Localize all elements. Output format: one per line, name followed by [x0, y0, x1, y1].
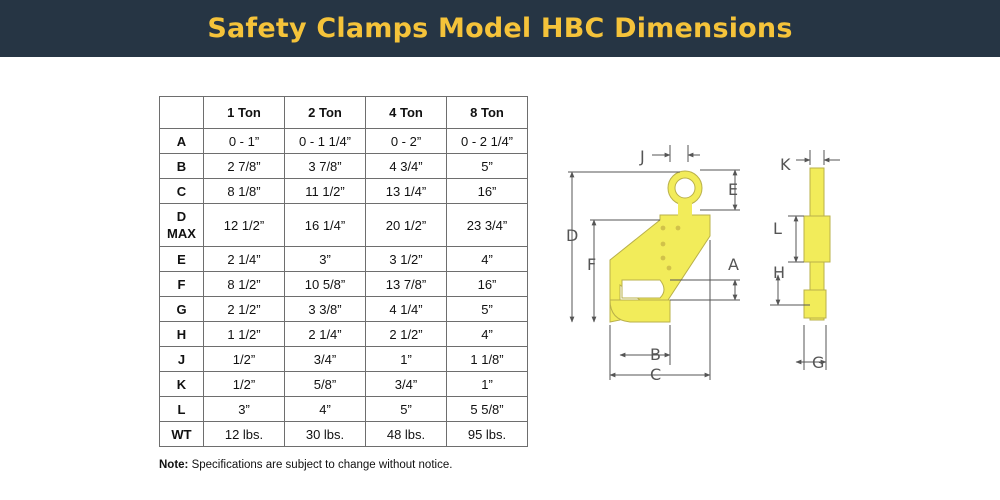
table-row: [160, 322, 528, 347]
row-label: L: [160, 397, 204, 422]
table-cell: 1/2”: [204, 347, 285, 372]
table-cell: 5”: [447, 154, 528, 179]
note-text: Specifications are subject to change: [188, 459, 376, 471]
header-cell: [160, 97, 204, 129]
label-f: F: [587, 255, 597, 274]
table-cell: 3 1/2”: [366, 247, 447, 272]
table-cell: 2 7/8”: [204, 154, 285, 179]
table-cell: 12 lbs.: [204, 422, 285, 447]
table-cell: 16”: [447, 179, 528, 204]
clamp-drawing: [560, 140, 860, 380]
table-cell: 0 - 2 1/4”: [447, 129, 528, 154]
table-cell: 5/8”: [285, 372, 366, 397]
table-cell: 30 lbs.: [285, 422, 366, 447]
table-row: [160, 129, 528, 154]
clamp-front-view: [610, 150, 710, 322]
table-cell: 1”: [447, 372, 528, 397]
table-cell: 3/4”: [285, 347, 366, 372]
table-row: [160, 179, 528, 204]
table-cell: 12 1/2”: [204, 204, 285, 247]
table-row: [160, 297, 528, 322]
title-banner: [0, 0, 1000, 57]
table-cell: 8 1/8”: [204, 179, 285, 204]
table-cell: 3 3/8”: [285, 297, 366, 322]
row-label: D MAX: [160, 204, 204, 247]
specification-note: [159, 459, 452, 471]
header-cell: 4 Ton: [366, 97, 447, 129]
label-c: C: [650, 365, 662, 380]
row-label: J: [160, 347, 204, 372]
row-label: F: [160, 272, 204, 297]
table-cell: 5”: [366, 397, 447, 422]
label-g: G: [812, 353, 825, 372]
header-cell: 8 Ton: [447, 97, 528, 129]
label-b: B: [650, 345, 661, 364]
table-cell: 5”: [447, 297, 528, 322]
row-label: B: [160, 154, 204, 179]
table-cell: 48 lbs.: [366, 422, 447, 447]
table-cell: 2 1/2”: [204, 297, 285, 322]
table-header-row: [160, 97, 528, 129]
table-row: [160, 154, 528, 179]
table-row: [160, 204, 528, 247]
label-h: H: [773, 263, 786, 282]
header-cell: 2 Ton: [285, 97, 366, 129]
table-cell: 4”: [285, 397, 366, 422]
table-cell: 4”: [447, 322, 528, 347]
label-e: E: [728, 180, 739, 199]
table-cell: 4”: [447, 247, 528, 272]
row-label: C: [160, 179, 204, 204]
header-cell: 1 Ton: [204, 97, 285, 129]
label-k: K: [780, 155, 791, 174]
table-cell: 3”: [285, 247, 366, 272]
row-label: A: [160, 129, 204, 154]
table-cell: 95 lbs.: [447, 422, 528, 447]
table-cell: 0 - 1 1/4”: [285, 129, 366, 154]
table-cell: 1 1/8”: [447, 347, 528, 372]
table-cell: 13 7/8”: [366, 272, 447, 297]
table-cell: 23 3/4”: [447, 204, 528, 247]
table-row: [160, 397, 528, 422]
table-row: [160, 247, 528, 272]
table-cell: 10 5/8”: [285, 272, 366, 297]
label-a: A: [728, 255, 739, 274]
table-row: [160, 422, 528, 447]
table-row: [160, 372, 528, 397]
table-cell: 3”: [204, 397, 285, 422]
dimension-lines: [568, 145, 840, 380]
table-cell: 5 5/8”: [447, 397, 528, 422]
table-row: [160, 272, 528, 297]
note-prefix: Note:: [159, 459, 189, 471]
table-cell: 1”: [366, 347, 447, 372]
table-cell: 11 1/2”: [285, 179, 366, 204]
table-cell: 0 - 1”: [204, 129, 285, 154]
page-title: Safety Clamps Model HBC Dimensions: [207, 13, 793, 44]
row-label: E: [160, 247, 204, 272]
table-cell: 2 1/4”: [204, 247, 285, 272]
table-cell: 1/2”: [204, 372, 285, 397]
table-cell: 8 1/2”: [204, 272, 285, 297]
table-row: [160, 347, 528, 372]
table-cell: 4 1/4”: [366, 297, 447, 322]
row-label: K: [160, 372, 204, 397]
label-d: D: [566, 226, 579, 245]
table-cell: 16 1/4”: [285, 204, 366, 247]
table-cell: 1 1/2”: [204, 322, 285, 347]
row-label: G: [160, 297, 204, 322]
table-cell: 4 3/4”: [366, 154, 447, 179]
table-cell: 2 1/2”: [366, 322, 447, 347]
table-cell: 2 1/4”: [285, 322, 366, 347]
clamp-side-view: [804, 168, 830, 320]
dimensions-table: [159, 96, 528, 447]
label-l: L: [773, 219, 782, 238]
table-cell: 16”: [447, 272, 528, 297]
table-cell: 0 - 2”: [366, 129, 447, 154]
row-label: WT: [160, 422, 204, 447]
row-label: H: [160, 322, 204, 347]
label-j: J: [640, 147, 645, 166]
note-suffix: without notice.: [375, 459, 453, 471]
table-cell: 3/4”: [366, 372, 447, 397]
table-cell: 13 1/4”: [366, 179, 447, 204]
table-cell: 20 1/2”: [366, 204, 447, 247]
table-cell: 3 7/8”: [285, 154, 366, 179]
